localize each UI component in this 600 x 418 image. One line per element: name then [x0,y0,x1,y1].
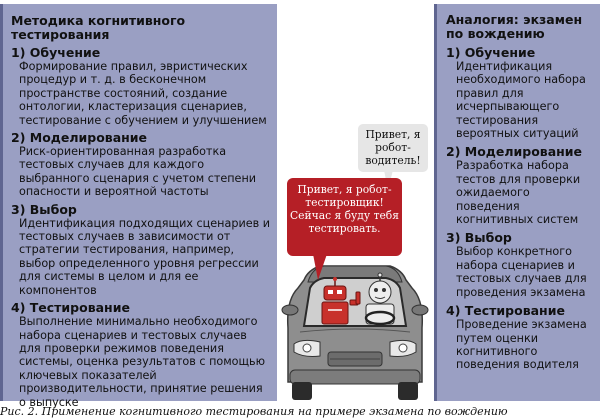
methodology-step-selection [11,202,271,297]
analogy-panel [434,4,600,401]
analogy-step-modeling [446,144,596,226]
step-text: Идентификация необходимого набора правил для исчерпывающего тестирования вероятных ситуаций [456,60,586,141]
methodology-step-learning [11,45,271,127]
step-title: 3) Выбор [11,201,77,217]
step-text: Выполнение минимально необходимого набора сценариев и тестовых случаев для проверки режимов поведения системы, оценка результатов с помощью ключевых показателей производительности, принятие решения о выпуске [19,315,266,409]
step-title: 4) Тестирование [11,300,130,316]
analogy-step-selection [446,230,596,299]
step-title: 2) Моделирование [11,130,148,146]
step-title: 1) Обучение [446,45,536,60]
step-text: Выбор конкретного набора сценариев и тестовых случаев для проведения экзамена [456,245,587,299]
step-text: Риск-ориентированная разработка тестовых случаев для каждого выбранного сценария с учетом степени опасности и вероятной частоты [19,145,257,199]
analogy-step-learning [446,45,596,140]
robot-bubble-tail [313,254,327,280]
step-title: 4) Тестирование [446,303,565,319]
step-title: 3) Выбор [446,230,512,246]
robot-speech-bubble: Привет, я робот-тестировщик! Сейчас я буду тебя тестировать. [287,178,402,256]
driver-speech-bubble: Привет, я робот-водитель! [358,124,428,172]
analogy-step-testing [446,303,596,372]
step-text: Идентификация подходящих сценариев и тестовых случаев в зависимости от стратегии тестирования, например, выбор определенного уровня регрессии для системы в целом и для ее компонентов [19,216,271,297]
car-icon [282,266,428,400]
step-text: Разработка набора тестов для проверки ожидаемого поведения когнитивных систем [456,159,581,227]
methodology-panel [0,4,277,409]
step-text: Формирование правил, эвристических процедур и т. д. в бесконечном пространстве состояний, создание онтологии, кластеризация сценариев, тестирование с обучением и улучшением [19,60,267,127]
figure-caption: Рис. 2. Применение когнитивного тестирования на примере экзамена по вождению [0,405,508,418]
methodology-step-testing [11,300,271,409]
step-text: Проведение экзамена путем оценки когнитивного поведения водителя [456,318,587,372]
step-title: 1) Обучение [11,45,101,60]
methodology-title: Методика когнитивного тестирования [11,13,186,42]
methodology-step-modeling [11,130,271,199]
step-title: 2) Моделирование [446,144,583,160]
analogy-title: Аналогия: экзамен по вождению [446,12,583,41]
